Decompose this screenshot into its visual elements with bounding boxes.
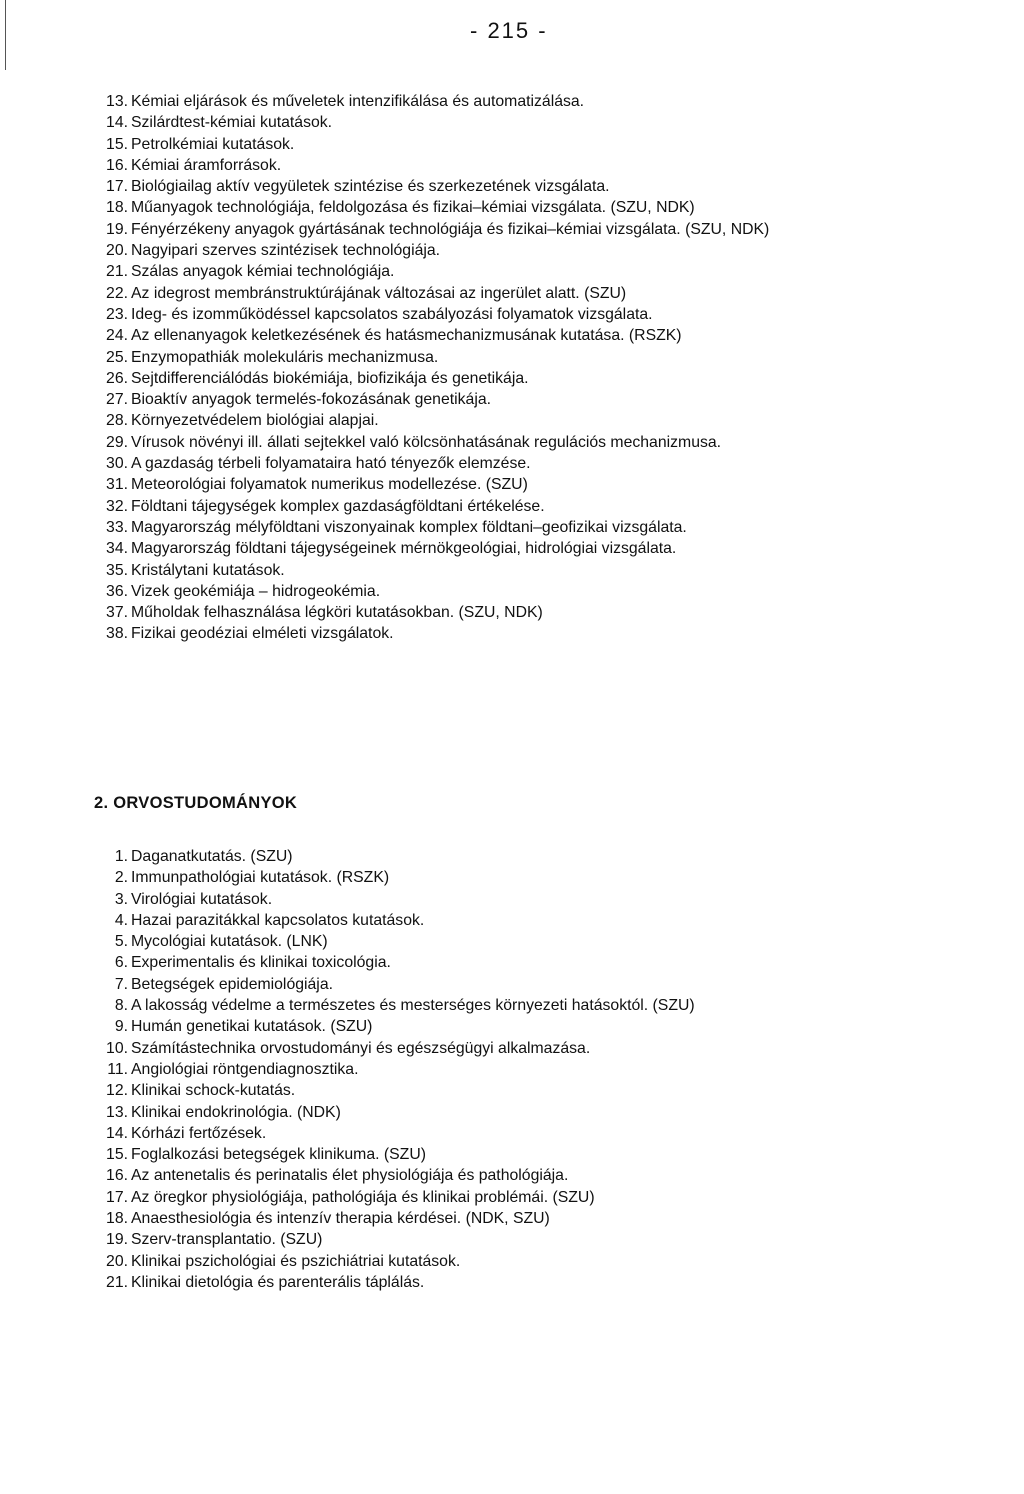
item-number: 33. [106,518,128,536]
list-item [80,453,769,474]
list-item [80,197,769,218]
item-text: Az antenetalis és perinatalis élet physiológiája és pathológiája. [131,1167,569,1185]
item-number: 13. [106,1103,128,1121]
item-text: Experimentalis és klinikai toxicológia. [131,954,391,972]
list-item [80,952,695,973]
item-text: Vizek geokémiája – hidrogeokémia. [131,582,381,600]
list-item [80,1123,695,1144]
item-text: Kórházi fertőzések. [131,1124,267,1142]
list-item [80,1272,695,1293]
list-item [80,176,769,197]
list-item [80,1102,695,1123]
list-item [80,1059,695,1080]
list-item [80,889,695,910]
item-text: Foglalkozási betegségek klinikuma. (SZU) [131,1146,426,1164]
item-number: 17. [106,178,128,196]
medical-research-topics-list [80,846,695,1293]
list-item [80,1016,695,1037]
item-text: Petrolkémiai kutatások. [131,135,295,153]
list-item [80,1251,695,1272]
item-number: 11. [107,1060,128,1078]
item-text: Kémiai eljárások és műveletek intenzifikálása és automatizálása. [131,93,585,110]
item-number: 14. [106,1124,128,1142]
item-number: 20. [106,1252,128,1270]
item-number: 21. [106,1273,128,1291]
item-text: Klinikai endokrinológia. (NDK) [131,1103,341,1121]
item-text: Biológiailag aktív vegyületek szintézise és szerkezetének vizsgálata. [131,178,610,196]
page-number: - 215 - [470,18,548,43]
item-text: A gazdaság térbeli folyamataira ható tényezők elemzése. [131,455,531,473]
item-number: 32. [106,497,128,515]
list-item [80,432,769,453]
list-item [80,112,769,133]
item-number: 27. [106,391,128,409]
list-item [80,261,769,282]
item-text: Szerv-transplantatio. (SZU) [131,1231,323,1249]
list-item [80,1208,695,1229]
list-item [80,581,769,602]
item-text: Nagyipari szerves szintézisek technológiája. [131,242,441,260]
list-item [80,325,769,346]
item-number: 5. [114,933,128,951]
item-number: 18. [106,199,128,217]
list-item [80,347,769,368]
list-item [80,910,695,931]
list-item [80,538,769,559]
list-item [80,410,769,431]
item-number: 29. [106,433,128,451]
item-text: Sejtdifferenciálódás biokémiája, biofizikája és genetikája. [131,369,529,387]
list-item [80,517,769,538]
item-text: Anaesthesiológia és intenzív therapia kérdései. (NDK, SZU) [131,1210,550,1228]
item-text: Enzymopathiák molekuláris mechanizmusa. [131,348,439,366]
item-text: Klinikai dietológia és parenterális táplálás. [131,1273,425,1291]
item-text: Bioaktív anyagok termelés-fokozásának genetikája. [131,391,492,409]
item-number: 38. [106,625,128,643]
item-text: Műanyagok technológiája, feldolgozása és fizikai–kémiai vizsgálata. (SZU, NDK) [131,199,695,217]
item-number: 31. [106,476,128,494]
item-text: Betegségek epidemiológiája. [131,975,333,993]
list-item [80,1038,695,1059]
list-item [80,91,769,112]
item-number: 12. [106,1082,128,1100]
list-item [80,1165,695,1186]
item-number: 36. [106,582,128,600]
item-text: Az ellenanyagok keletkezésének és hatásmechanizmusának kutatása. (RSZK) [131,327,682,345]
item-text: Hazai parazitákkal kapcsolatos kutatások. [131,911,425,929]
item-text: Szilárdtest-kémiai kutatások. [131,114,333,132]
item-text: Fényérzékeny anyagok gyártásának technológiája és fizikai–kémiai vizsgálata. (SZU, NDK) [131,220,770,238]
list-item [80,219,769,240]
item-text: Fizikai geodéziai elméleti vizsgálatok. [131,625,394,643]
list-item [80,623,769,644]
item-number: 6. [114,954,128,972]
research-topics-list-continued [80,91,769,645]
item-number: 28. [106,412,128,430]
item-number: 20. [106,242,128,260]
item-text: Szálas anyagok kémiai technológiája. [131,263,395,281]
item-number: 16. [106,156,128,174]
list-item [80,1080,695,1101]
page-edge-line [5,0,6,70]
item-text: Környezetvédelem biológiai alapjai. [131,412,379,430]
item-text: Meteorológiai folyamatok numerikus modellezése. (SZU) [131,476,528,494]
list-item [80,602,769,623]
list-item [80,134,769,155]
item-number: 30. [106,455,128,473]
item-text: Az idegrost membránstruktúrájának változásai az ingerület alatt. (SZU) [131,284,627,302]
item-number: 21. [106,263,128,281]
item-number: 14. [106,114,128,132]
list-item [80,995,695,1016]
item-text: Angiológiai röntgendiagnosztika. [131,1060,359,1078]
item-text: Klinikai pszichológiai és pszichiátriai kutatások. [131,1252,461,1270]
list-item [80,304,769,325]
item-number: 23. [106,305,128,323]
item-number: 17. [106,1188,128,1206]
item-number: 15. [106,135,128,153]
item-text: Humán genetikai kutatások. (SZU) [131,1018,373,1036]
item-number: 7. [114,975,128,993]
item-number: 25. [106,348,128,366]
item-number: 19. [106,1231,128,1249]
item-text: Virológiai kutatások. [131,890,273,908]
item-text: Ideg- és izomműködéssel kapcsolatos szabályozási folyamatok vizsgálata. [131,305,653,323]
item-text: Az öregkor physiológiája, pathológiája és klinikai problémái. (SZU) [131,1188,595,1206]
list-item [80,474,769,495]
item-number: 18. [106,1210,128,1228]
item-number: 13. [106,93,128,110]
item-text: Földtani tájegységek komplex gazdaságföldtani értékelése. [131,497,545,515]
list-item [80,1229,695,1250]
list-item [80,560,769,581]
item-number: 8. [114,997,128,1015]
item-number: 37. [106,604,128,622]
item-text: Klinikai schock-kutatás. [131,1082,296,1100]
item-number: 1. [114,848,128,865]
item-text: A lakosság védelme a természetes és mesterséges környezeti hatásoktól. (SZU) [131,997,695,1015]
item-number: 2. [114,869,128,887]
list-item [80,240,769,261]
list-item [80,368,769,389]
item-number: 15. [106,1146,128,1164]
item-number: 22. [106,284,128,302]
item-number: 9. [114,1018,128,1036]
section-heading-orvostudomanyok: 2. ORVOSTUDOMÁNYOK [94,794,298,812]
list-item [80,974,695,995]
list-item [80,846,695,867]
item-text: Műholdak felhasználása légköri kutatásokban. (SZU, NDK) [131,604,543,622]
item-number: 24. [106,327,128,345]
item-number: 35. [106,561,128,579]
list-item [80,155,769,176]
list-item [80,496,769,517]
item-number: 19. [106,220,128,238]
item-text: Daganatkutatás. (SZU) [131,848,293,865]
item-text: Immunpathológiai kutatások. (RSZK) [131,869,390,887]
item-text: Magyarország földtani tájegységeinek mérnökgeológiai, hidrológiai vizsgálata. [131,540,677,558]
item-text: Kristálytani kutatások. [131,561,285,579]
list-item [80,1144,695,1165]
item-number: 10. [106,1039,128,1057]
list-item [80,283,769,304]
item-number: 16. [106,1167,128,1185]
list-item [80,867,695,888]
list-item [80,389,769,410]
list-item [80,931,695,952]
item-text: Magyarország mélyföldtani viszonyainak komplex földtani–geofizikai vizsgálata. [131,518,687,536]
item-number: 34. [106,540,128,558]
item-text: Számítástechnika orvostudományi és egészségügyi alkalmazása. [131,1039,591,1057]
item-text: Vírusok növényi ill. állati sejtekkel való kölcsönhatásának regulációs mechanizmusa. [131,433,722,451]
item-text: Kémiai áramforrások. [131,156,282,174]
item-number: 3. [114,890,128,908]
item-number: 4. [114,911,128,929]
item-text: Mycológiai kutatások. (LNK) [131,933,328,951]
list-item [80,1187,695,1208]
item-number: 26. [106,369,128,387]
